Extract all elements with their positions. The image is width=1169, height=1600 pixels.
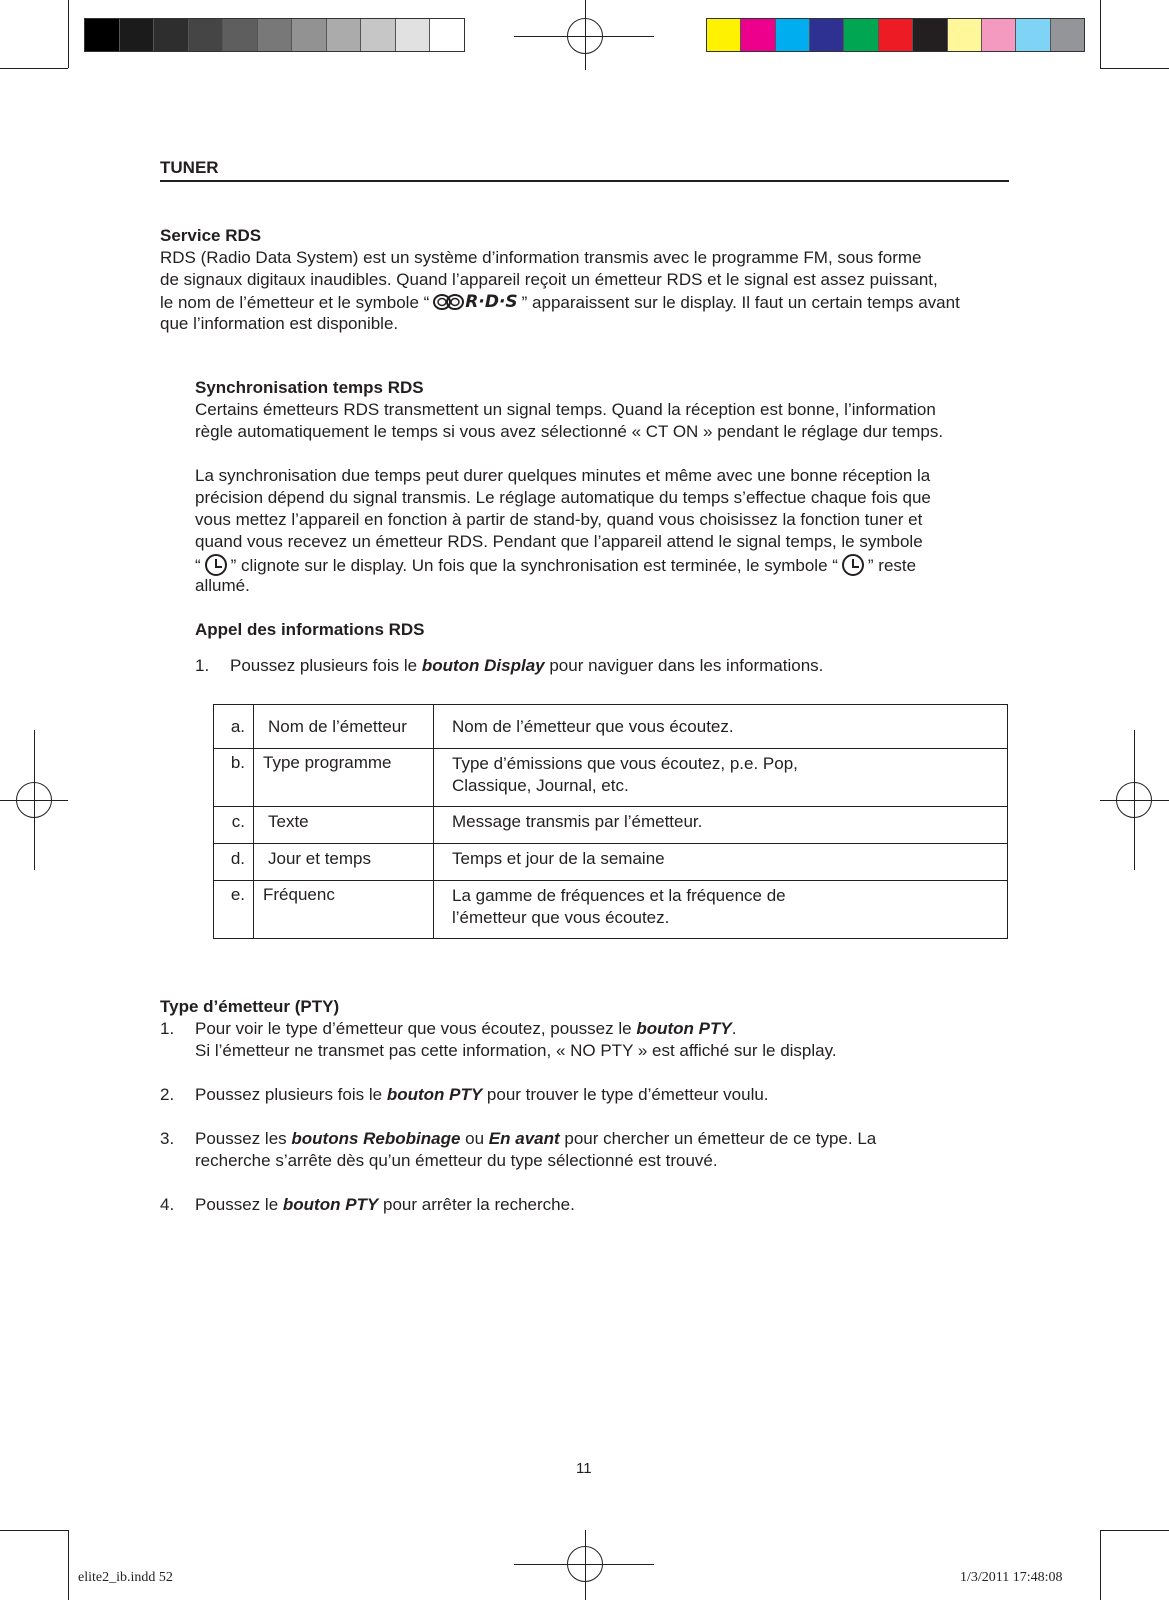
cell-text: l’émetteur que vous écoutez.: [452, 908, 670, 927]
color-swatch: [982, 19, 1016, 51]
color-swatch: [707, 19, 741, 51]
table-cell-desc: [434, 844, 1008, 881]
color-swatch: [776, 19, 810, 51]
button-name: bouton Display: [421, 656, 545, 675]
text-span: le nom de l’émetteur et le symbole “: [160, 293, 430, 312]
cell-text: a.: [230, 717, 245, 736]
cell-text: Jour et temps: [268, 849, 371, 868]
registration-line: [514, 1564, 654, 1565]
list-number: 2.: [160, 1085, 175, 1104]
list-item: [230, 656, 823, 676]
cell-text: e.: [230, 885, 245, 904]
paragraph-line: allumé.: [195, 576, 250, 595]
section-heading: Type d’émetteur (PTY): [160, 997, 340, 1016]
page-title: TUNER: [160, 158, 219, 177]
crop-mark: [1100, 1530, 1101, 1600]
table-cell-letter: [214, 807, 254, 844]
text-span: pour naviguer dans les informations.: [544, 656, 824, 675]
button-name: bouton PTY: [386, 1085, 483, 1104]
table-cell-letter: [214, 705, 254, 749]
footer-file-info: elite2_ib.indd 52: [78, 1570, 173, 1585]
crop-mark: [0, 1530, 68, 1531]
cell-text: Nom de l’émetteur que vous écoutez.: [452, 717, 734, 736]
list-number: 1.: [195, 656, 210, 675]
crop-mark: [1100, 68, 1169, 69]
table-cell-name: [254, 807, 434, 844]
text-span: Poussez les: [195, 1129, 292, 1148]
table-cell-desc: [434, 705, 1008, 749]
table-cell-desc: [434, 749, 1008, 807]
footer-timestamp: 1/3/2011 17:48:08: [960, 1570, 1063, 1585]
text-span: Poussez plusieurs fois le: [230, 656, 422, 675]
color-swatch: [258, 19, 293, 51]
text-span: .: [731, 1019, 737, 1038]
registration-line: [585, 1530, 586, 1600]
text-span: ” apparaissent sur le display. Il faut un certain temps avant: [521, 293, 960, 312]
crop-mark: [0, 68, 68, 69]
list-number: 4.: [160, 1195, 175, 1214]
grayscale-bar: [84, 18, 465, 52]
table-cell-desc: [434, 881, 1008, 939]
table-row: [214, 881, 1008, 939]
list-item: [195, 1085, 769, 1105]
color-swatch: [154, 19, 189, 51]
cell-text: d.: [230, 849, 245, 868]
cell-text: La gamme de fréquences et la fréquence de: [452, 886, 786, 905]
clock-icon: [205, 554, 227, 576]
table-cell-letter: [214, 881, 254, 939]
list-item: [195, 1129, 876, 1149]
section-heading: Appel des informations RDS: [195, 620, 425, 639]
crop-mark: [68, 0, 69, 68]
button-name: boutons Rebobinage: [291, 1129, 461, 1148]
table-cell-name: [254, 881, 434, 939]
table-row: [214, 705, 1008, 749]
list-item: [195, 1195, 575, 1215]
table-cell-letter: [214, 844, 254, 881]
color-swatch: [327, 19, 362, 51]
color-swatch: [396, 19, 431, 51]
text-span: Poussez le: [195, 1195, 283, 1214]
paragraph-line: RDS (Radio Data System) est un système d’information transmis avec le programme FM, sous forme: [160, 248, 922, 267]
text-span: Pour voir le type d’émetteur que vous écoutez, poussez le: [195, 1019, 637, 1038]
table-cell-name: [254, 844, 434, 881]
list-item: [195, 1019, 736, 1039]
color-swatch: [189, 19, 224, 51]
text-span: pour trouver le type d’émetteur voulu.: [482, 1085, 769, 1104]
list-item-continuation: recherche s’arrête dès qu’un émetteur du type sélectionné est trouvé.: [195, 1151, 718, 1170]
section-heading: Synchronisation temps RDS: [195, 378, 424, 397]
table-cell-letter: [214, 749, 254, 807]
paragraph-line: [160, 292, 960, 313]
color-bar: [706, 18, 1085, 52]
paragraph-line: La synchronisation due temps peut durer quelques minutes et même avec une bonne réception la: [195, 466, 931, 485]
paragraph-line: vous mettez l’appareil en fonction à partir de stand-by, quand vous choisissez la fonction tuner et: [195, 510, 923, 529]
color-swatch: [913, 19, 947, 51]
table-cell-name: [254, 749, 434, 807]
rds-info-table: [213, 704, 1008, 939]
button-name: En avant: [488, 1129, 560, 1148]
table-row: [214, 749, 1008, 807]
table-row: [214, 844, 1008, 881]
text-span: ” clignote sur le display. Un fois que la synchronisation est terminée, le symbole “: [230, 556, 838, 575]
color-swatch: [1016, 19, 1050, 51]
color-swatch: [879, 19, 913, 51]
table-row: [214, 807, 1008, 844]
cell-text: Message transmis par l’émetteur.: [452, 812, 703, 831]
text-span: ou: [460, 1129, 489, 1148]
color-swatch: [1051, 19, 1084, 51]
color-swatch: [85, 19, 120, 51]
color-swatch: [741, 19, 775, 51]
button-name: bouton PTY: [282, 1195, 379, 1214]
rds-logo-icon: [433, 292, 517, 312]
rds-logo-text: R·D·S: [465, 292, 518, 312]
color-swatch: [292, 19, 327, 51]
paragraph-line: règle automatiquement le temps si vous avez sélectionné « CT ON » pendant le réglage dur temps.: [195, 422, 944, 441]
table-cell-desc: [434, 807, 1008, 844]
button-name: bouton PTY: [636, 1019, 732, 1038]
text-span: ” reste: [867, 556, 917, 575]
list-item-continuation: Si l’émetteur ne transmet pas cette information, « NO PTY » est affiché sur le display.: [195, 1041, 837, 1060]
list-number: 1.: [160, 1019, 175, 1038]
cell-text: Texte: [268, 812, 309, 831]
paragraph-line: quand vous recevez un émetteur RDS. Pendant que l’appareil attend le signal temps, le symbole: [195, 532, 923, 551]
cell-text: Classique, Journal, etc.: [452, 776, 629, 795]
cell-text: Temps et jour de la semaine: [452, 849, 665, 868]
cell-text: c.: [231, 812, 245, 831]
cell-text: b.: [230, 753, 245, 772]
text-span: Poussez plusieurs fois le: [195, 1085, 387, 1104]
text-span: pour chercher un émetteur de ce type. La: [559, 1129, 877, 1148]
page-number: 11: [576, 1460, 592, 1477]
list-number: 3.: [160, 1129, 175, 1148]
paragraph-line: [195, 554, 916, 576]
color-swatch: [430, 19, 464, 51]
text-span: pour arrêter la recherche.: [378, 1195, 575, 1214]
color-swatch: [120, 19, 155, 51]
cell-text: Type programme: [263, 753, 392, 772]
crop-mark: [1100, 1530, 1169, 1531]
color-swatch: [223, 19, 258, 51]
paragraph-line: Certains émetteurs RDS transmettent un signal temps. Quand la réception est bonne, l’information: [195, 400, 936, 419]
registration-line: [1134, 730, 1135, 870]
paragraph-line: précision dépend du signal transmis. Le réglage automatique du temps s’effectue chaque fois que: [195, 488, 931, 507]
registration-line: [514, 36, 654, 37]
color-swatch: [361, 19, 396, 51]
title-rule: [160, 180, 1009, 182]
registration-line: [585, 0, 586, 70]
cell-text: Fréquenc: [263, 885, 335, 904]
crop-mark: [1100, 0, 1101, 68]
clock-icon: [842, 554, 864, 576]
color-swatch: [810, 19, 844, 51]
text-span: “: [195, 556, 201, 575]
color-swatch: [948, 19, 982, 51]
section-heading: Service RDS: [160, 226, 262, 245]
cell-text: Nom de l’émetteur: [268, 717, 407, 736]
table-cell-name: [254, 705, 434, 749]
crop-mark: [68, 1530, 69, 1600]
paragraph-line: de signaux digitaux inaudibles. Quand l’appareil reçoit un émetteur RDS et le signal est assez puissant,: [160, 270, 938, 289]
registration-line: [34, 730, 35, 870]
cell-text: Type d’émissions que vous écoutez, p.e. Pop,: [452, 754, 798, 773]
paragraph-line: que l’information est disponible.: [160, 314, 399, 333]
color-swatch: [844, 19, 878, 51]
